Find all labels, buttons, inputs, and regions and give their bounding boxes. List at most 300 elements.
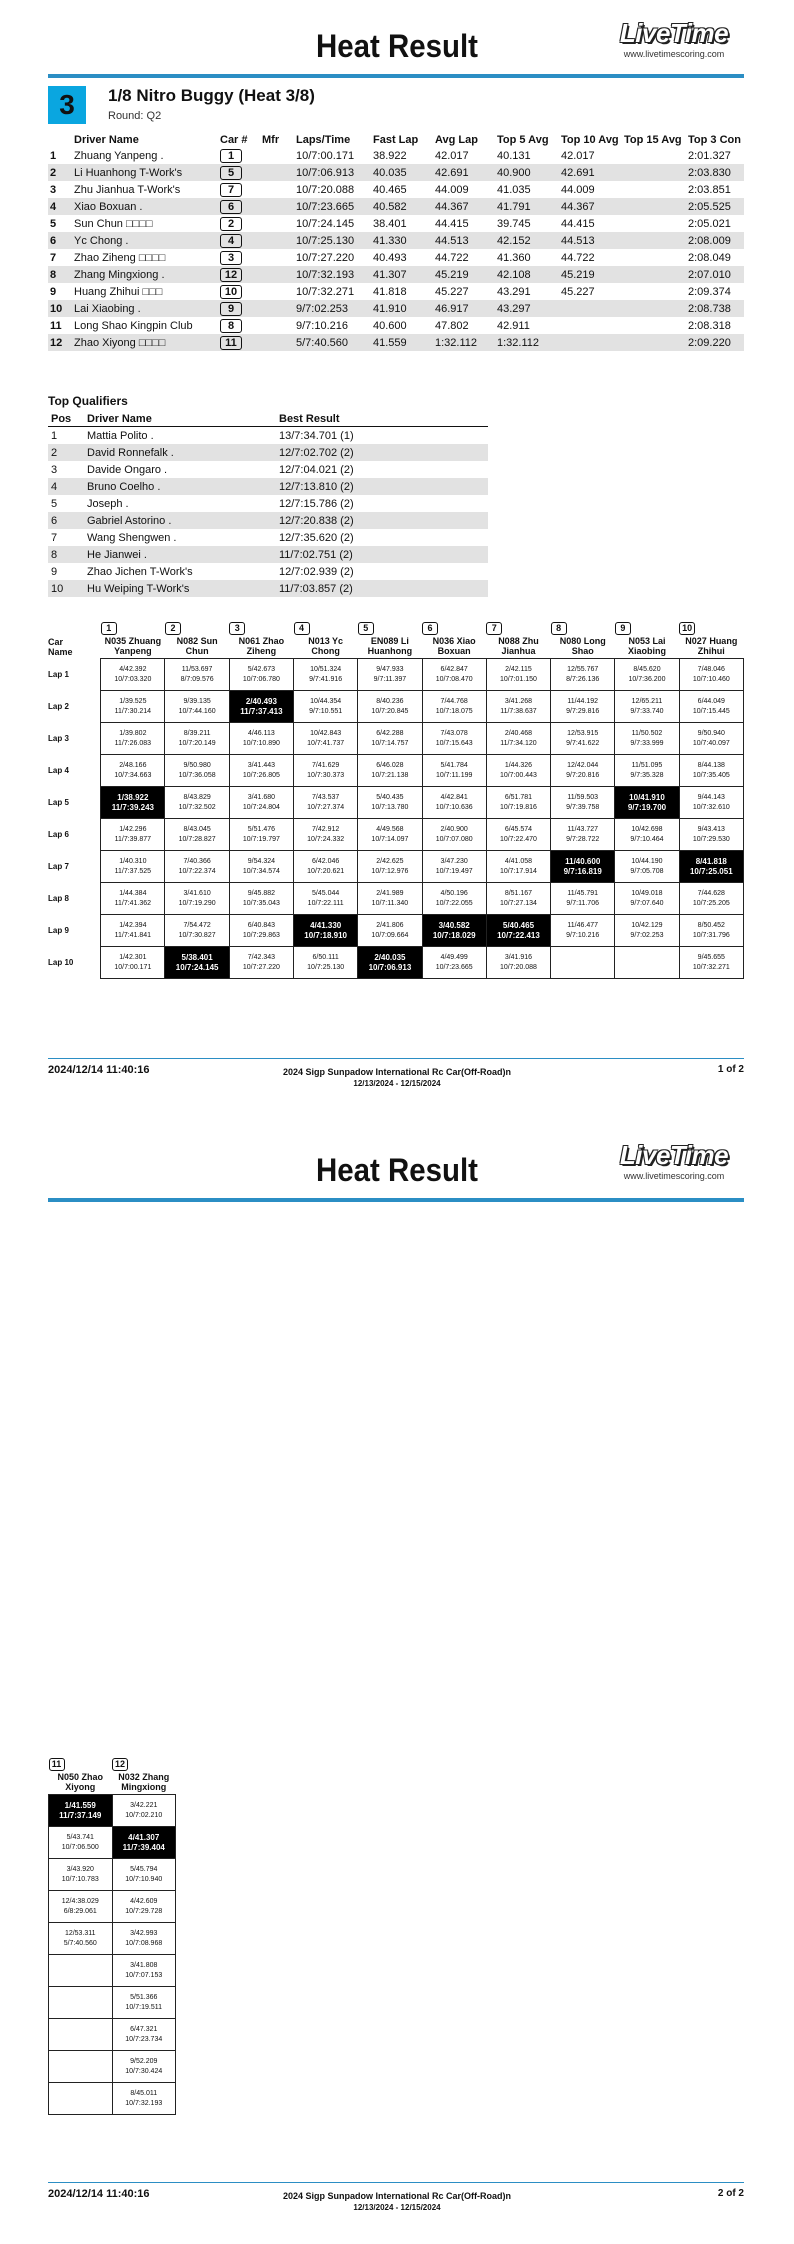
lap-position-time: 10/42.843 [310,729,342,737]
lap-time-cell [486,755,550,787]
lap-position-time: 8/50.452 [697,921,725,929]
top-qualifiers-cell: 12/7:35.620 (2) [279,531,354,544]
lap-time-cell [49,1987,113,2019]
lap-position-time: 3/41.268 [504,697,533,705]
lap-time-cell [229,691,293,723]
lap-cumulative-time: 10/7:30.827 [178,931,216,939]
results-cell: Xiao Boxuan . [72,198,218,215]
results-cell [622,300,686,317]
lap-time-cell [101,787,165,819]
lap-position-time: 2/40.900 [440,825,468,833]
top-qualifiers-row [48,512,488,529]
lap-cumulative-time: 10/7:32.610 [692,803,730,811]
lap-time-cell [49,2083,113,2115]
results-table [48,133,744,351]
results-cell: 42.108 [495,266,559,283]
lap-time-cell [551,659,615,691]
lap-cumulative-time: 10/7:10.783 [61,1875,99,1883]
lap-position-time: 4/49.499 [440,953,468,961]
lap-cumulative-time: 8/7:26.136 [566,675,600,683]
top-qualifiers-cell: Zhao Jichen T-Work's [87,565,193,578]
lap-cumulative-time: 10/7:22.374 [178,867,216,875]
results-cell: 41.910 [371,300,433,317]
lap-cumulative-time: 10/7:10.636 [435,803,473,811]
results-cell: Lai Xiaobing . [72,300,218,317]
results-cell: 1:32.112 [433,334,495,351]
top-qualifiers-cell: 12/7:04.021 (2) [279,463,354,476]
results-cell [622,198,686,215]
lap-position-time: 2/42.625 [376,857,404,865]
car-column-header [358,622,422,659]
lap-cumulative-time: 10/7:24.804 [242,803,280,811]
lap-cumulative-time: 9/7:10.464 [630,835,664,843]
results-cell: 41.307 [371,266,433,283]
car-number-badge: 5 [358,622,374,635]
results-cell [260,249,294,266]
car-number-badge: 11 [49,1758,65,1771]
lap-cumulative-time: 10/7:22.055 [435,899,473,907]
results-cell: 38.401 [373,217,407,230]
lap-cumulative-time: 10/7:01.150 [499,675,537,683]
results-cell: Zhao Xiyong □□□□ [72,334,218,351]
top-qualifiers-title: Top Qualifiers [48,394,128,408]
results-row [48,249,744,266]
lap-cumulative-time: 9/7:02.253 [630,931,664,939]
lap-position-time: 3/41.443 [247,761,275,769]
lap-cumulative-time: 10/7:19.290 [178,899,216,907]
car-number-label [422,622,486,635]
results-row [48,147,744,164]
results-cell: 2:08.738 [686,300,744,317]
car-number-badge: 2 [220,217,242,231]
lap-time-cell [422,659,486,691]
lap-position-time: 1/38.922 [117,792,149,802]
footer-date: 2024/12/14 11:40:16 [48,2188,150,2200]
lap-cumulative-time: 10/7:19.797 [242,835,280,843]
lap-row [49,1827,176,1859]
lap-time-cell [101,915,165,947]
lap-cumulative-time: 10/7:20.845 [371,707,409,715]
top-qualifiers-header-row [48,412,488,427]
driver-name-header: EN089 Li Huanhong [367,636,413,656]
results-cell [622,232,686,249]
results-column-header: Top 10 Avg [561,134,619,146]
lap-time-cell [679,819,743,851]
car-number-label [112,1758,176,1771]
lap-time-cell [229,915,293,947]
lap-time-cell [422,915,486,947]
lap-time-cell [165,851,229,883]
top-qualifiers-row [48,580,488,597]
lap-time-cell [486,947,550,979]
heat-number-badge: 3 [48,86,86,124]
lap-position-time: 9/43.413 [697,825,725,833]
top-qualifiers-row [48,444,488,461]
lap-time-cell [422,787,486,819]
lap-position-time: 11/59.503 [567,793,599,801]
lap-cumulative-time: 11/7:38.637 [500,707,537,715]
lap-position-time: 10/44.190 [631,857,663,865]
lap-position-time: 12/4:38.029 [61,1897,99,1905]
lap-cumulative-time: 10/7:31.796 [692,931,730,939]
lap-position-time: 10/51.324 [310,665,342,673]
lap-cumulative-time: 6/8:29.061 [63,1907,97,1915]
lap-label: Lap 1 [48,669,69,679]
lap-time-cell [615,819,679,851]
lap-cumulative-time: 10/7:00.171 [114,963,152,971]
car-column-header [49,1758,113,1795]
results-cell [622,317,686,334]
driver-name-header: N088 Zhu Jianhua [498,636,539,656]
lap-position-time: 7/43.537 [312,793,340,801]
results-cell: 44.009 [561,183,595,196]
results-column-header: Car # [220,134,248,146]
lap-cumulative-time: 10/7:06.780 [242,675,280,683]
lap-time-cell [679,787,743,819]
lap-position-time: 7/43.078 [440,729,468,737]
lap-time-cell [486,691,550,723]
car-number-label [615,622,679,635]
top-qualifiers-cell: 3 [51,463,58,476]
lap-time-cell [165,691,229,723]
lap-cumulative-time: 11/7:39.877 [114,835,152,843]
lap-position-time: 1/40.310 [119,857,147,865]
lap-cumulative-time: 11/7:39.243 [111,802,154,812]
lap-time-cell [101,723,165,755]
lap-header-row [49,1758,176,1795]
results-cell: 43.297 [495,300,559,317]
car-number-badge: 7 [220,183,242,197]
lap-position-time: 3/41.808 [130,1961,158,1969]
results-cell [260,317,294,334]
results-cell: 9/7:10.216 [296,319,348,332]
lap-time-cell [679,851,743,883]
lap-cumulative-time: 10/7:25.130 [307,963,345,971]
lap-time-cell [165,787,229,819]
lap-position-time: 6/45.574 [504,825,533,833]
lap-position-time: 5/41.784 [440,761,468,769]
lap-position-time: 11/44.192 [567,697,599,705]
lap-cumulative-time: 10/7:23.665 [435,963,473,971]
results-cell: 4 [48,198,72,215]
lap-row [48,691,744,723]
lap-time-cell [551,947,615,979]
lap-cumulative-time: 10/7:29.863 [242,931,280,939]
lap-position-time: 7/42.343 [247,953,275,961]
lap-time-cell [615,691,679,723]
lap-time-cell [49,1891,113,1923]
lap-cumulative-time: 10/7:08.968 [125,1939,163,1947]
lap-time-cell [486,883,550,915]
results-cell: 38.922 [373,149,407,162]
car-number-badge: 3 [229,622,245,635]
results-row [48,317,744,334]
results-cell: 40.493 [373,251,407,264]
results-cell: 44.722 [435,251,469,264]
lap-position-time: 3/42.221 [130,1801,158,1809]
lap-time-cell [294,851,358,883]
car-number-badge: 1 [101,622,117,635]
lap-position-time: 9/45.882 [247,889,275,897]
lap-cumulative-time: 10/7:06.500 [61,1843,99,1851]
lap-time-cell [679,883,743,915]
driver-name-header: N082 Sun Chun [176,636,218,656]
lap-time-cell [165,947,229,979]
lap-position-time: 4/41.330 [310,920,342,930]
results-cell: 9 [50,285,57,298]
car-number-label [229,622,293,635]
livetime-logo [604,1140,744,1181]
lap-cumulative-time: 10/7:32.502 [178,803,216,811]
car-number-label [486,622,550,635]
lap-position-time: 2/40.035 [374,952,406,962]
lap-cumulative-time: 10/7:06.913 [368,962,412,972]
lap-cumulative-time: 9/7:20.816 [566,771,600,779]
results-cell [218,300,260,317]
lap-cumulative-time: 9/7:19.700 [627,802,667,812]
lap-cumulative-time: 10/7:18.029 [432,930,476,940]
lap-time-cell [112,1795,176,1827]
results-column-header: Avg Lap [435,134,478,146]
lap-time-cell [112,1923,176,1955]
lap-cumulative-time: 9/7:41.622 [566,739,600,747]
lap-row [49,1891,176,1923]
lap-time-cell [101,659,165,691]
results-cell: 10/7:06.913 [294,164,371,181]
lap-position-time: 4/46.113 [248,729,275,737]
footer-event-dates: 12/13/2024 - 12/15/2024 [353,1079,441,1088]
top-qualifiers-row [48,461,488,478]
car-number-badge: 8 [220,319,242,333]
lap-position-time: 6/50.111 [312,953,339,961]
lap-position-time: 9/54.324 [247,857,275,865]
results-cell: 10/7:24.145 [296,217,355,230]
car-number-label [358,622,422,635]
car-number-badge: 6 [220,200,242,214]
lap-position-time: 5/45.044 [312,889,340,897]
results-cell: Sun Chun □□□□ [74,217,153,230]
results-cell: 42.691 [559,164,622,181]
results-row [48,164,744,181]
driver-name-header: N027 Huang Zhihui [685,636,738,656]
results-cell [559,300,622,317]
lap-position-time: 7/41.629 [312,761,340,769]
lap-position-time: 3/41.680 [247,793,275,801]
driver-name-header: N035 Zhuang Yanpeng [104,636,162,656]
lap-position-time: 6/42.288 [376,729,404,737]
results-cell: 10/7:20.088 [296,183,355,196]
results-cell: 41.818 [373,285,407,298]
lap-time-cell [112,1891,176,1923]
lap-time-cell [551,755,615,787]
lap-time-cell [49,1955,113,1987]
results-cell: 10 [48,300,72,317]
results-cell: 44.513 [559,232,622,249]
driver-name-header: N050 Zhao Xiyong [57,1772,103,1792]
results-cell: 40.131 [497,149,531,162]
car-number-badge: 11 [220,336,242,350]
lap-time-cell [486,659,550,691]
lap-position-time: 3/43.920 [66,1865,94,1873]
lap-cumulative-time: 10/7:10.890 [242,739,280,747]
car-number-label [679,622,743,635]
lap-position-time: 4/42.609 [130,1897,158,1905]
lap-time-cell [358,787,422,819]
car-number-badge: 2 [165,622,181,635]
car-number-badge: 5 [220,166,242,180]
lap-cumulative-time: 10/7:18.910 [304,930,347,940]
car-number-badge: 1 [220,149,242,163]
lap-time-cell [615,787,679,819]
top-qualifiers-cell: 5 [51,497,58,510]
lap-position-time: 2/42.115 [505,665,532,673]
lap-cumulative-time: 9/7:10.551 [309,707,343,715]
lap-cumulative-time: 9/7:07.640 [630,899,664,907]
results-cell [218,181,260,198]
round-label: Round: Q2 [108,110,162,122]
results-cell: 45.227 [561,285,595,298]
lap-time-cell [229,947,293,979]
lap-position-time: 8/45.011 [130,2089,158,2097]
car-number-badge: 10 [220,285,242,299]
lap-row [49,2083,176,2115]
page-2 [0,1122,794,2244]
driver-name-header: N061 Zhao Ziheng [238,636,285,656]
car-label: Car [48,636,64,647]
lap-time-cell [679,659,743,691]
lap-row [48,819,744,851]
lap-cumulative-time: 9/7:35.328 [630,771,664,779]
lap-time-cell [486,787,550,819]
footer-event-name: 2024 Sigp Sunpadow International Rc Car(Off-Road)n [282,2191,512,2201]
top-qualifiers-cell: 12/7:02.702 (2) [276,444,488,461]
car-number-label [551,622,615,635]
results-cell: 2:08.318 [688,319,731,332]
lap-position-time: 1/41.559 [64,1800,96,1810]
lap-cumulative-time: 11/7:41.362 [114,899,152,907]
lap-time-cell [112,1987,176,2019]
results-cell: 40.465 [373,183,407,196]
top-qualifiers-cell: 12/7:02.939 (2) [279,565,354,578]
lap-cumulative-time: 10/7:35.043 [242,899,280,907]
results-cell: 41.791 [495,198,559,215]
event-title: 1/8 Nitro Buggy (Heat 3/8) [108,86,315,105]
lap-cumulative-time: 10/7:22.111 [307,899,344,907]
top-qualifiers-row [48,495,488,512]
page-title: Heat Result [316,1152,478,1188]
lap-cumulative-time: 11/7:41.841 [114,931,152,939]
lap-cumulative-time: 10/7:40.097 [692,739,730,747]
footer-event-name: 2024 Sigp Sunpadow International Rc Car(Off-Road)n [282,1067,512,1077]
lap-cumulative-time: 10/7:15.643 [435,739,473,747]
lap-cumulative-time: 10/7:07.080 [435,835,473,843]
lap-time-cell [615,883,679,915]
lap-cumulative-time: 10/7:12.976 [371,867,409,875]
results-cell: Zhuang Yanpeng . [74,149,164,162]
lap-time-cell [229,787,293,819]
lap-time-cell [49,2051,113,2083]
lap-time-cell [229,851,293,883]
lap-time-cell [294,819,358,851]
top-qualifiers-cell: 10 [48,580,84,597]
results-cell [559,317,622,334]
lap-position-time: 7/44.628 [697,889,725,897]
results-cell [260,215,294,232]
lap-position-time: 6/40.843 [247,921,275,929]
lap-time-cell [615,755,679,787]
lap-time-cell [112,1827,176,1859]
lap-time-cell [679,691,743,723]
header-rule [48,74,744,78]
lap-row [49,1987,176,2019]
results-cell [260,266,294,283]
logo-url: www.livetimescoring.com [623,49,725,59]
lap-position-time: 1/42.394 [119,921,147,929]
lap-time-cell [358,723,422,755]
lap-cumulative-time: 10/7:21.138 [371,771,409,779]
top-qualifiers-cell: He Jianwei . [84,546,276,563]
lap-time-cell [615,851,679,883]
car-number-badge: 3 [220,251,242,265]
lap-position-time: 9/44.143 [697,793,725,801]
top-qualifiers-cell: 7 [51,531,58,544]
results-cell [260,232,294,249]
lap-row [48,947,744,979]
lap-cumulative-time: 10/7:17.914 [499,867,537,875]
results-row [48,232,744,249]
results-column-header: Mfr [262,134,280,146]
lap-position-time: 5/45.794 [130,1865,158,1873]
lap-position-time: 4/41.307 [128,1832,160,1842]
lap-time-cell [165,915,229,947]
car-number-badge: 4 [294,622,310,635]
lap-position-time: 5/38.401 [181,952,213,962]
lap-position-time: 11/51.095 [631,761,663,769]
results-cell: 11 [50,319,62,332]
driver-name-header: N036 Xiao Boxuan [432,636,476,656]
top-qualifiers-cell: 9 [51,565,58,578]
lap-time-cell [422,691,486,723]
top-qualifiers-cell: Joseph . [87,497,129,510]
top-qualifiers-cell: 4 [48,478,84,495]
results-cell: 43.291 [497,285,531,298]
lap-cumulative-time: 9/7:16.819 [563,866,602,876]
car-column-header [486,622,550,659]
lap-cumulative-time: 10/7:19.497 [435,867,473,875]
lap-cumulative-time: 9/7:33.740 [630,707,664,715]
lap-time-cell [422,851,486,883]
lap-position-time: 12/65.211 [631,697,663,705]
lap-cumulative-time: 9/7:11.397 [373,675,407,683]
results-cell [622,215,686,232]
lap-cumulative-time: 10/7:20.088 [499,963,537,971]
lap-time-cell [101,691,165,723]
lap-cumulative-time: 10/7:29.728 [125,1907,163,1915]
results-cell: 2:03.851 [688,183,731,196]
lap-position-time: 9/52.209 [130,2057,158,2065]
lap-cumulative-time: 9/7:29.816 [566,707,600,715]
lap-time-cell [294,691,358,723]
results-cell [559,334,622,351]
results-cell: 6 [48,232,72,249]
footer-page-number: 2 of 2 [717,2188,744,2199]
lap-time-cell [551,691,615,723]
lap-position-time: 4/41.058 [504,857,533,865]
results-cell: 2:01.327 [688,149,731,162]
lap-time-cell [615,723,679,755]
lap-position-time: 8/51.167 [504,889,533,897]
top-qualifiers-row [48,427,488,445]
